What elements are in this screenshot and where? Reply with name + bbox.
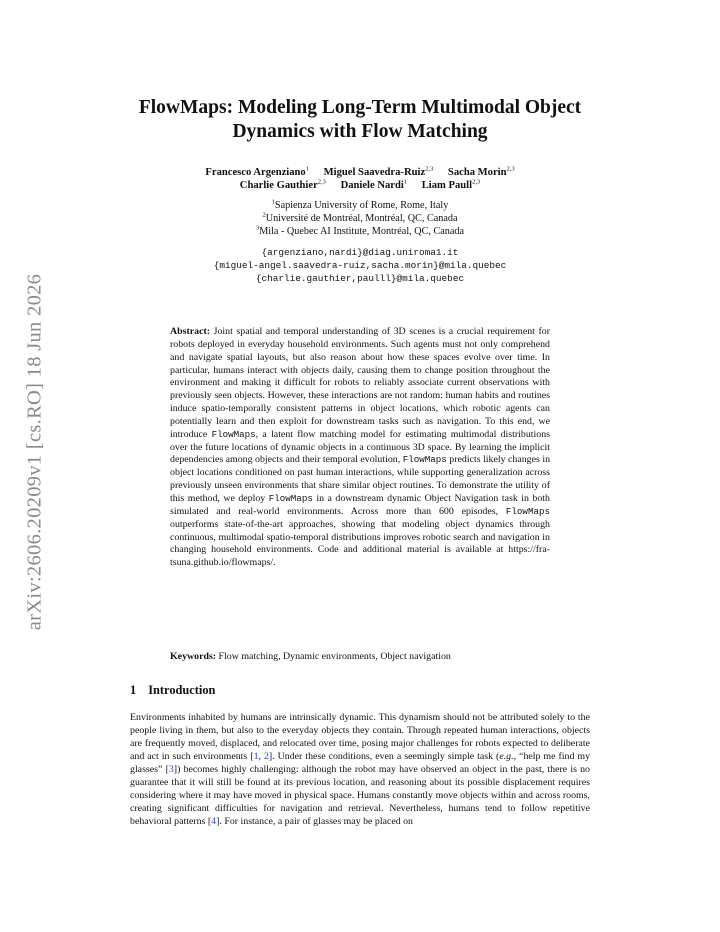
title-line-1: FlowMaps: Modeling Long-Term Multimodal Object: [138, 97, 582, 118]
email-line: {miguel-angel.saavedra-ruiz,sacha.morin}@mila.quebec: [213, 260, 507, 271]
author: Liam Paull$^{2,3}$: [421, 178, 481, 191]
abstract: Abstract: Joint spatial and temporal understanding of 3D scenes is a crucial requirement for robots deployed in everyday household environments. Such agents must not only comprehend and navigate spatial layouts, but also reason about how these spaces evolve over time. In particular, humans interact with objects daily, causing them to change position throughout the environment and making it difficult for robots to reliably associate current observations with previously seen objects. However, these interactions are not random: human habits and routines induce spatio-temporally consistent patterns in object locations, which robotic agents can potentially learn and then exploit for downstream tasks such as navigation. To this end, we introduce FlowMaps, a latent flow matching model for estimating multimodal distributions over the future locations of dynamic objects in a continuous 3D space. By learning the implicit dependencies among objects and their temporal evolution, FlowMaps predicts likely changes in object locations conditioned on past human interactions, while supporting generalization across previously unseen environments that share similar object routines. To demonstrate the utility of this method, we deploy FlowMaps in a downstream dynamic Object Navigation task in both simulated and real-world environments. Across more than 600 episodes, FlowMaps outperforms state-of-the-art approaches, showing that modeling object dynamics through continuous, multimodal spatio-temporal distributions improves robotic search and navigation in changing household environments. Code and additional material is available at https://fra-tsuna.github.io/flowmaps/.: [170, 326, 551, 569]
introduction-paragraph: Environments inhabited by humans are intrinsically dynamic. This dynamism should not be attributed solely to the people living in them, but also to the everyday objects they contain. Through repeated human interactions, objects are frequently moved, displaced, and relocated over time, posing major challenges for robots expected to deliberate and act in such environments [1, 2]. Under these conditions, even a seemingly simple task (e.g., “help me find my glasses” [3]) becomes highly challenging: although the robot may have observed an object in the past, there is no guarantee that it will still be found at its previous location, and reasoning about its possible displacement requires considering where it may have moved in physical space. Humans constantly move objects within and across rooms, creating significant difficulties for navigation and retrieval. Nevertheless, humans tend to follow repetitive behavioral patterns [4]. For instance, a pair of glasses may be placed on: [130, 712, 591, 828]
arxiv-stamp-text: arXiv:2606.20209v1 [cs.RO] 18 Jun 2026: [23, 273, 46, 631]
abstract-label: Abstract:: [170, 326, 211, 337]
affiliations: [110, 199, 610, 238]
email-line: {argenziano,nardi}@diag.uniroma1.it: [261, 247, 459, 258]
author-row-2: [110, 179, 610, 192]
author: Miguel Saavedra-Ruiz$^{2,3}$: [323, 165, 434, 178]
citation-link[interactable]: 1: [253, 751, 259, 763]
citation-link[interactable]: 2: [263, 751, 269, 763]
arxiv-identifier-stamp: [22, 262, 48, 642]
email-line: {charlie.gauthier,paulll}@mila.quebec: [255, 273, 465, 284]
method-name: FlowMaps: [505, 505, 550, 517]
section-number: 1: [130, 683, 137, 697]
keywords: Keywords: Flow matching, Dynamic environments, Object navigation: [170, 651, 451, 662]
author: Sacha Morin$^{2,3}$: [447, 165, 515, 178]
affiliation: $^3$Mila - Quebec AI Institute, Montréal, QC, Canada: [255, 224, 465, 237]
title-line-2: Dynamics with Flow Matching: [232, 121, 488, 142]
affiliation: $^1$Sapienza University of Rome, Rome, Italy: [271, 198, 449, 211]
method-name: FlowMaps: [402, 454, 447, 466]
citation-link[interactable]: 3: [168, 764, 174, 776]
author: Francesco Argenziano$^1$: [205, 165, 309, 178]
method-name: FlowMaps: [211, 428, 256, 440]
author: Daniele Nardi$^1$: [340, 178, 408, 191]
author: Charlie Gauthier$^{2,3}$: [239, 178, 326, 191]
paper-title: [110, 96, 610, 144]
method-name: FlowMaps: [268, 492, 313, 504]
affiliation: $^2$Université de Montréal, Montréal, QC, Canada: [262, 211, 458, 224]
author-row-1: [110, 166, 610, 179]
section-heading: [130, 683, 215, 698]
keywords-label: Keywords:: [170, 651, 217, 662]
author-emails: [110, 246, 610, 285]
section-title: Introduction: [148, 683, 216, 697]
author-list: [110, 166, 610, 192]
citation-link[interactable]: 4: [211, 816, 217, 828]
